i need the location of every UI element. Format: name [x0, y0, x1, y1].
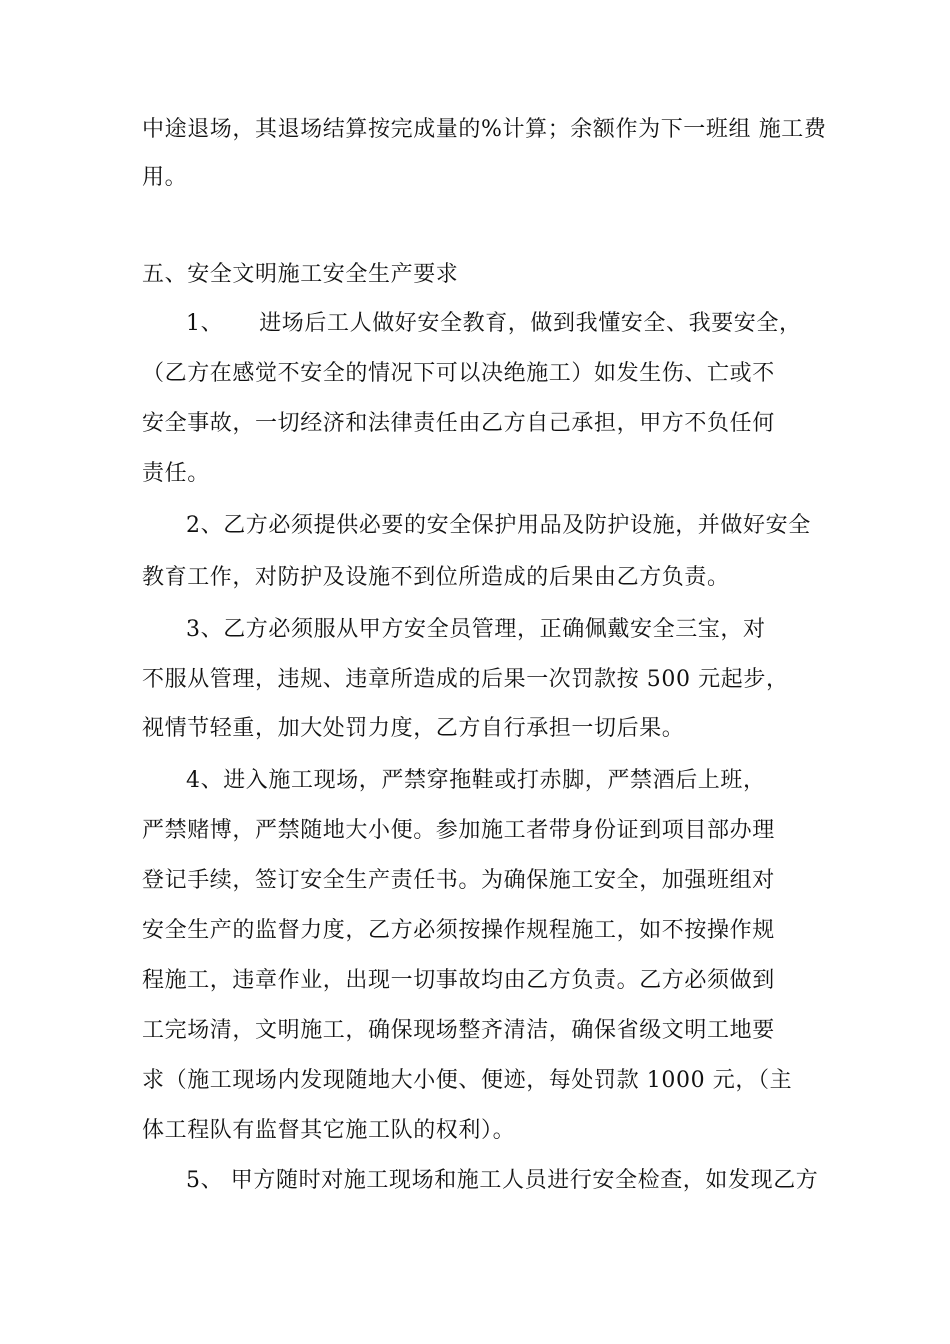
paragraph-line: 教育工作，对防护及设施不到位所造成的后果由乙方负责。	[142, 565, 730, 590]
paragraph-line: 体工程队有监督其它施工队的权利）。	[142, 1118, 516, 1143]
section-heading: 五、安全文明施工安全生产要求	[142, 262, 459, 287]
list-item-line	[186, 309, 826, 339]
list-item-line: 4、进入施工现场，严禁穿拖鞋或打赤脚，严禁酒后上班，	[186, 768, 766, 793]
paragraph-line: 不服从管理，违规、违章所造成的后果一次罚款按 500 元起步，	[142, 667, 789, 692]
paragraph-line: 工完场清，文明施工，确保现场整齐清洁，确保省级文明工地要	[142, 1018, 775, 1043]
paragraph-line: 责任。	[142, 461, 210, 486]
list-item-line: 2、乙方必须提供必要的安全保护用品及防护设施，并做好安全	[186, 513, 811, 538]
list-item-line: 3、乙方必须服从甲方安全员管理，正确佩戴安全三宝，对	[186, 617, 766, 642]
paragraph-line: 安全生产的监督力度，乙方必须按操作规程施工，如不按操作规	[142, 918, 775, 943]
list-item-text: 进场后工人做好安全教育，做到我懂安全、我要安全，	[259, 311, 802, 336]
paragraph-line: （乙方在感觉不安全的情况下可以决绝施工）如发生伤、亡或不	[142, 361, 775, 386]
paragraph-line: 求（施工现场内发现随地大小便、便迹，每处罚款 1000 元，（主	[142, 1068, 793, 1093]
paragraph-line: 安全事故，一切经济和法律责任由乙方自己承担，甲方不负任何	[142, 411, 775, 436]
paragraph-line: 登记手续，签订安全生产责任书。为确保施工安全，加强班组对	[142, 868, 775, 893]
list-item-line: 5、 甲方随时对施工现场和施工人员进行安全检查，如发现乙方	[186, 1168, 819, 1193]
paragraph-line: 中途退场，其退场结算按完成量的%计算；余额作为下一班组 施工费	[142, 117, 827, 142]
list-item-number: 1、	[186, 311, 224, 336]
paragraph-line: 程施工，违章作业，出现一切事故均由乙方负责。乙方必须做到	[142, 968, 775, 993]
paragraph-line: 用。	[142, 165, 188, 190]
paragraph-line: 严禁赌博，严禁随地大小便。参加施工者带身份证到项目部办理	[142, 818, 775, 843]
paragraph-line: 视情节轻重，加大处罚力度，乙方自行承担一切后果。	[142, 716, 685, 741]
